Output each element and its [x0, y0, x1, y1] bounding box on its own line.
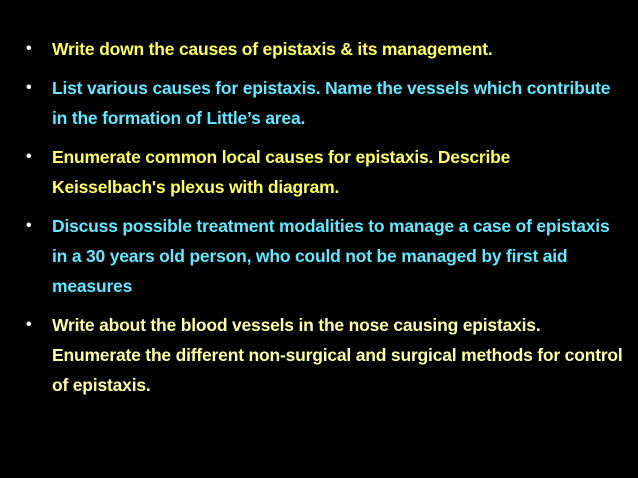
- bullet-icon: •: [26, 79, 32, 96]
- question-item: [26, 73, 626, 133]
- bullet-icon: •: [26, 316, 32, 333]
- question-item: [26, 142, 626, 202]
- question-text: Write down the causes of epistaxis & its management.: [52, 39, 493, 59]
- bullet-icon: •: [26, 148, 32, 165]
- question-item: [26, 34, 626, 64]
- question-item: [26, 211, 626, 301]
- bullet-icon: •: [26, 40, 32, 57]
- question-text: List various causes for epistaxis. Name the vessels which contribute in the formation of Little’s area.: [52, 78, 611, 128]
- question-text: Write about the blood vessels in the nose causing epistaxis. Enumerate the different non-surgical and surgical methods for control of epistaxis.: [52, 315, 623, 395]
- question-item: [26, 310, 626, 400]
- question-list: [26, 34, 626, 409]
- question-text: Discuss possible treatment modalities to manage a case of epistaxis in a 30 years old person, who could not be managed by first aid measures: [52, 216, 610, 296]
- bullet-icon: •: [26, 217, 32, 234]
- question-text: Enumerate common local causes for epistaxis. Describe Keisselbach's plexus with diagram.: [52, 147, 511, 197]
